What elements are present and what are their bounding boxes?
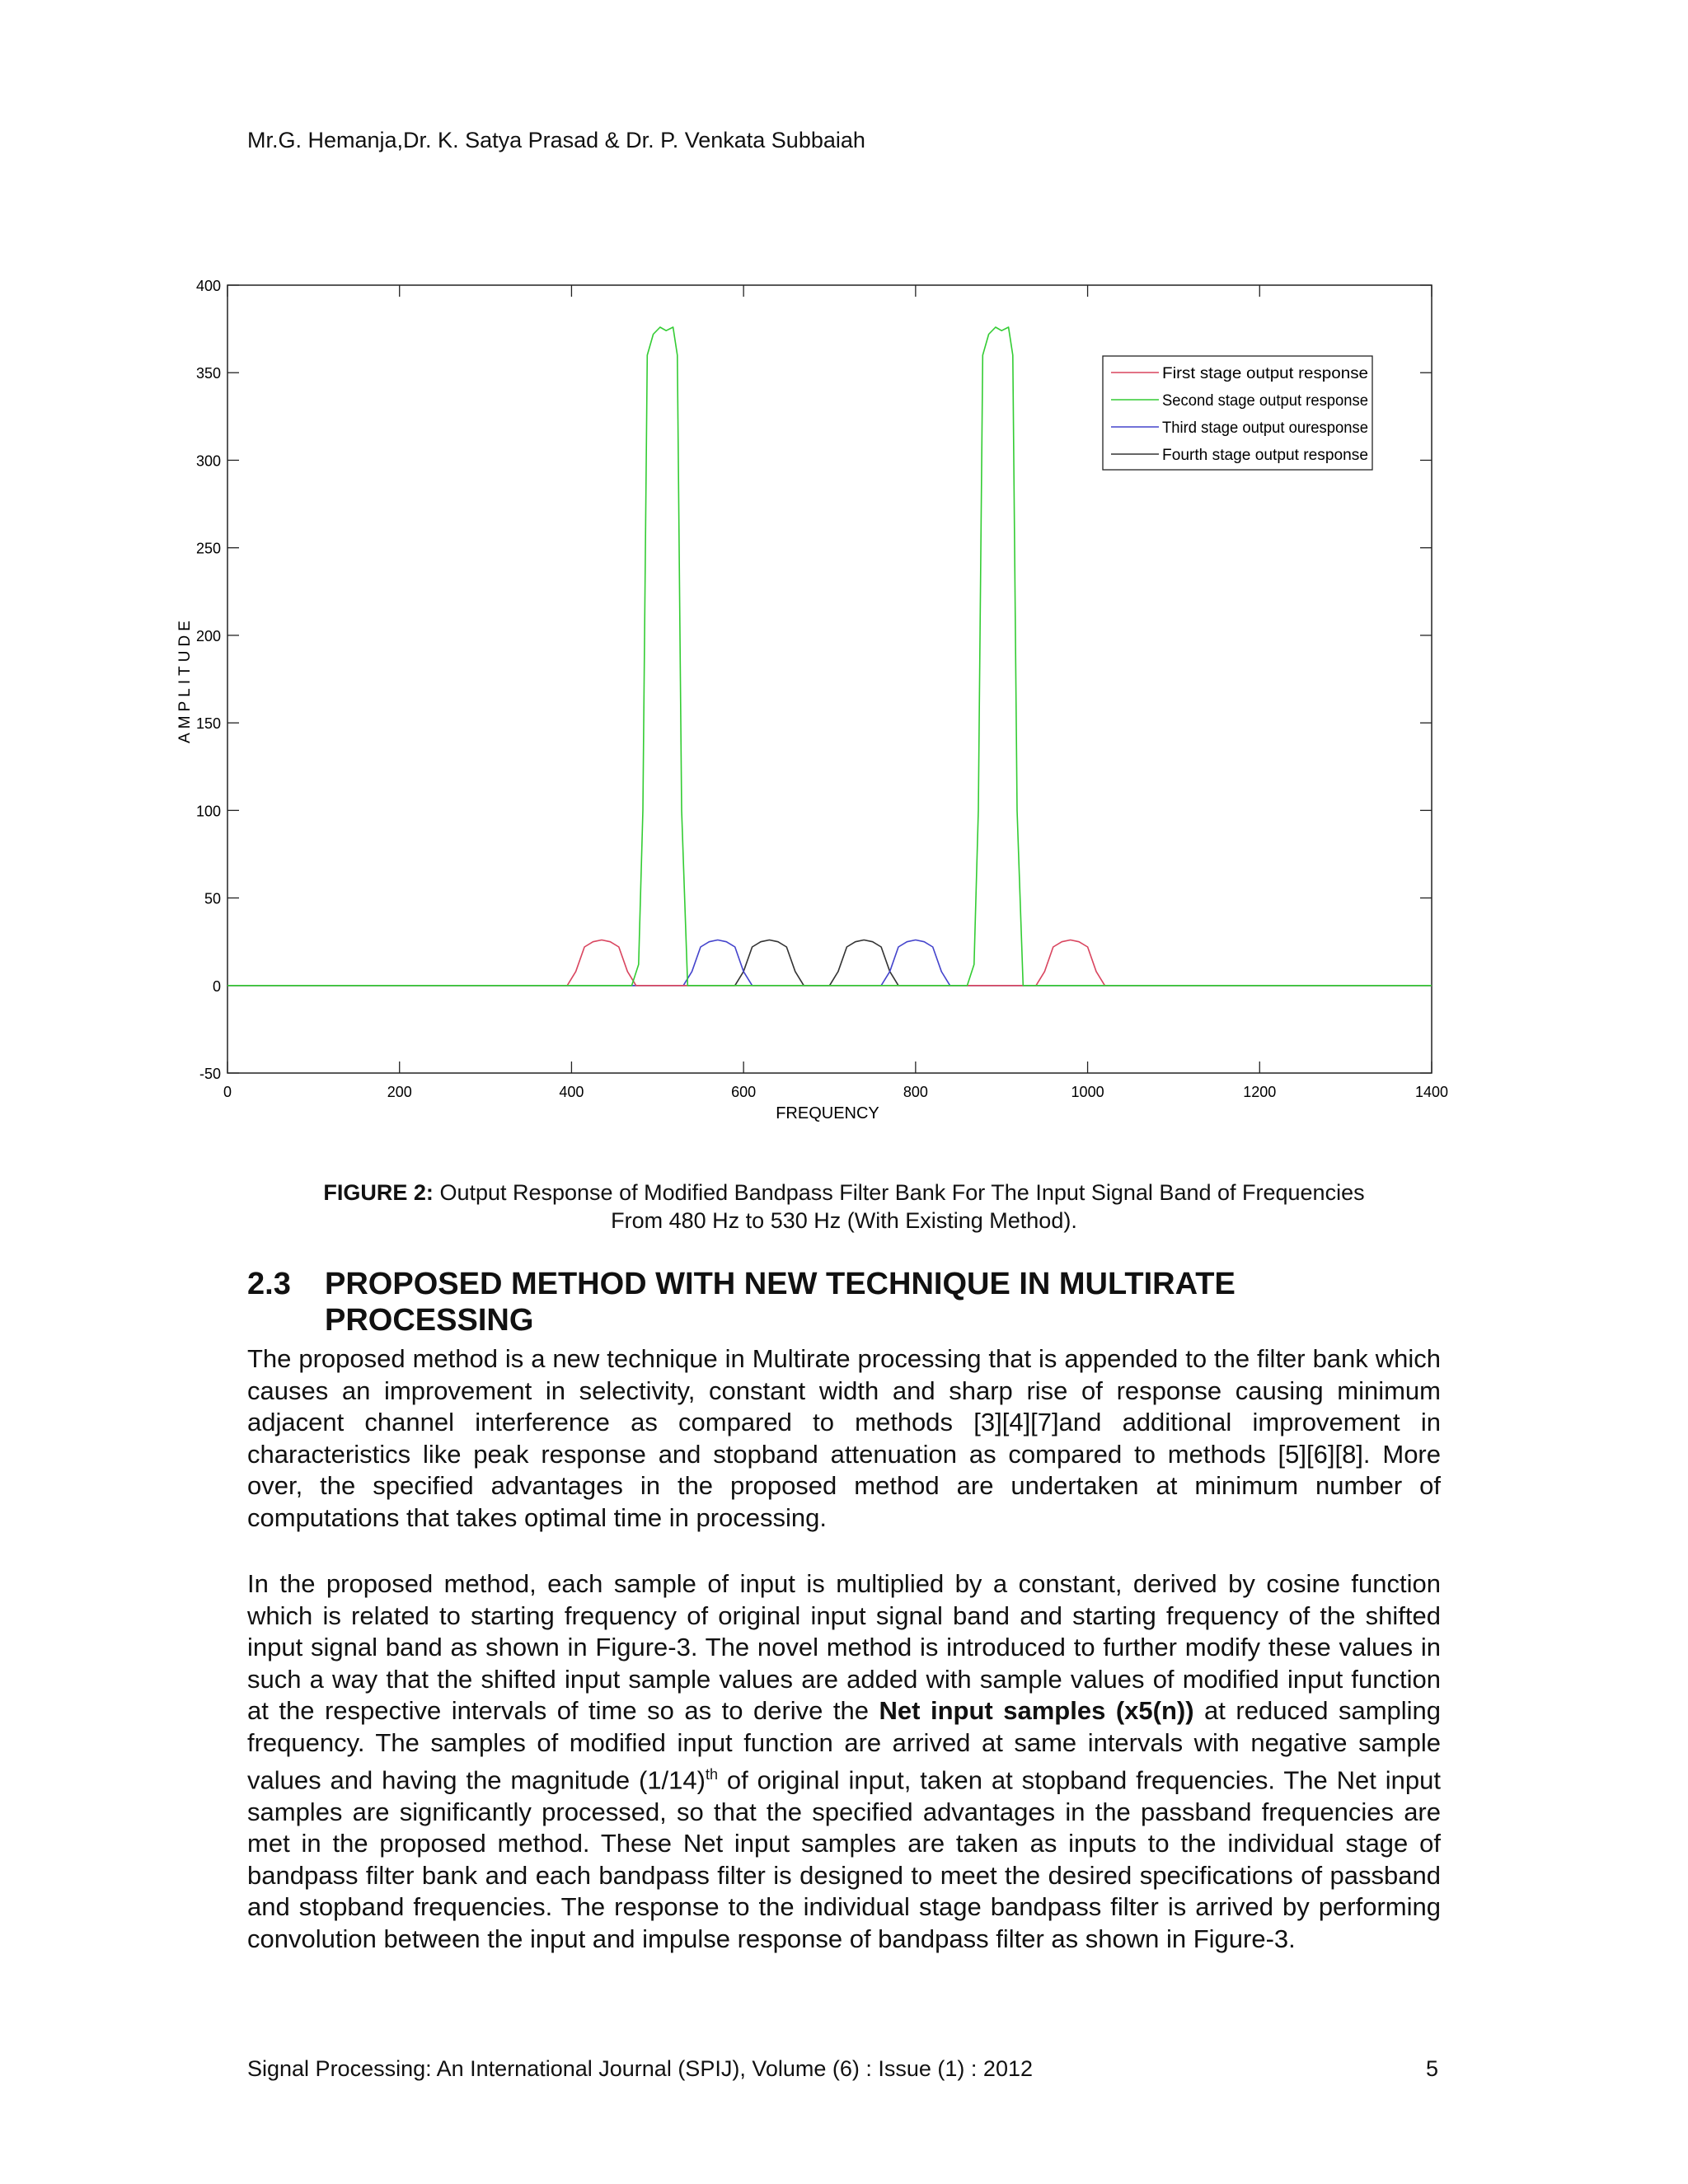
paragraph-1: The proposed method is a new technique in Multirate processing that is appended to the filter bank which causes an improvement in selectivity, constant width and sharp rise of response causing minimum adjacent channel interference as compared to methods [3][4][7]and additional improvement in characteristics like peak response and stopband attenuation as compared to methods [5][6][8]. More over, the specified advantages in the proposed method are undertaken at minimum number of computations that takes optimal time in processing.	[247, 1344, 1441, 1532]
paragraph-2-part3: of original input, taken at stopband frequencies. The Net input samples are significantly processed, so that the specified advantages in the passband frequencies are met in the proposed method. These Net input samples are taken as inputs to the individual stage of bandpass filter bank and each bandpass filter is designed to meet the desired specifications of passband and stopband frequencies. The response to the individual stage bandpass filter is arrived by performing convolution between the input and impulse response of bandpass filter as shown in Figure-3.	[247, 1765, 1441, 1953]
superscript-th: th	[705, 1766, 718, 1783]
y-tick-label: 150	[195, 715, 221, 733]
y-tick-label: 100	[195, 803, 221, 820]
y-axis-label: AMPLITUDE	[176, 616, 194, 743]
y-tick-label: 250	[195, 540, 221, 557]
legend-label: First stage output response	[1162, 365, 1368, 382]
y-tick-label: -50	[199, 1066, 221, 1082]
legend-label: Second stage output response	[1162, 392, 1368, 410]
caption-line1: Output Response of Modified Bandpass Filter Bank For The Input Signal Band of Frequencies	[439, 1180, 1365, 1205]
x-tick-label: 800	[903, 1084, 928, 1100]
x-tick-label: 600	[731, 1084, 757, 1100]
section-title: PROPOSED METHOD WITH NEW TECHNIQUE IN MULTIRATE PROCESSING	[325, 1267, 1236, 1338]
x-axis-label: FREQUENCY	[776, 1104, 879, 1122]
y-tick-label: 400	[195, 278, 221, 294]
y-tick-label: 300	[195, 452, 221, 470]
figure-caption	[247, 1179, 1441, 1235]
y-tick-label: 50	[204, 890, 221, 907]
paragraph-2-part2: at reduced sampling frequency. The samples of modified input function are arrived at same intervals with negative sample values and having the magnitude (1/14)	[247, 1696, 1442, 1795]
page-number: 5	[1426, 2056, 1439, 2081]
series-line-4	[227, 940, 1432, 986]
series-line-3	[227, 940, 1432, 986]
section-heading	[247, 1266, 1441, 1338]
x-tick-label: 1000	[1071, 1084, 1104, 1100]
x-tick-label: 1200	[1243, 1084, 1277, 1100]
journal-footer: Signal Processing: An International Journal (SPIJ), Volume (6) : Issue (1) : 2012	[247, 2056, 1033, 2081]
caption-label: FIGURE 2:	[323, 1180, 434, 1205]
series-line-1	[227, 940, 1432, 986]
x-tick-label: 200	[387, 1084, 412, 1100]
y-tick-label: 200	[195, 627, 221, 644]
running-header: Mr.G. Hemanja,Dr. K. Satya Prasad & Dr. P. Venkata Subbaiah	[247, 128, 865, 152]
x-tick-label: 0	[223, 1084, 232, 1100]
caption-line2: From 480 Hz to 530 Hz (With Existing Method).	[611, 1208, 1077, 1233]
section-number: 2.3	[247, 1267, 291, 1301]
paragraph-2-part1: In the proposed method, each sample of input is multiplied by a constant, derived by cosine function which is related to starting frequency of original input signal band and starting frequency of the shifted input signal band as shown in Figure-3. The novel method is introduced to further modify these values in such a way that the shifted input sample values are added with sample values of modified input function at the respective intervals of time so as to derive the	[247, 1569, 1441, 1725]
paragraph-2	[247, 1568, 1441, 1955]
y-tick-label: 0	[212, 977, 221, 995]
x-tick-label: 1400	[1414, 1084, 1449, 1100]
x-tick-label: 400	[559, 1084, 584, 1100]
y-tick-label: 350	[195, 365, 221, 382]
legend-label: Fourth stage output response	[1162, 447, 1368, 464]
legend-label: Third stage output ouresponse	[1162, 419, 1368, 437]
net-input-samples-term: Net input samples (x5(n))	[879, 1696, 1194, 1725]
